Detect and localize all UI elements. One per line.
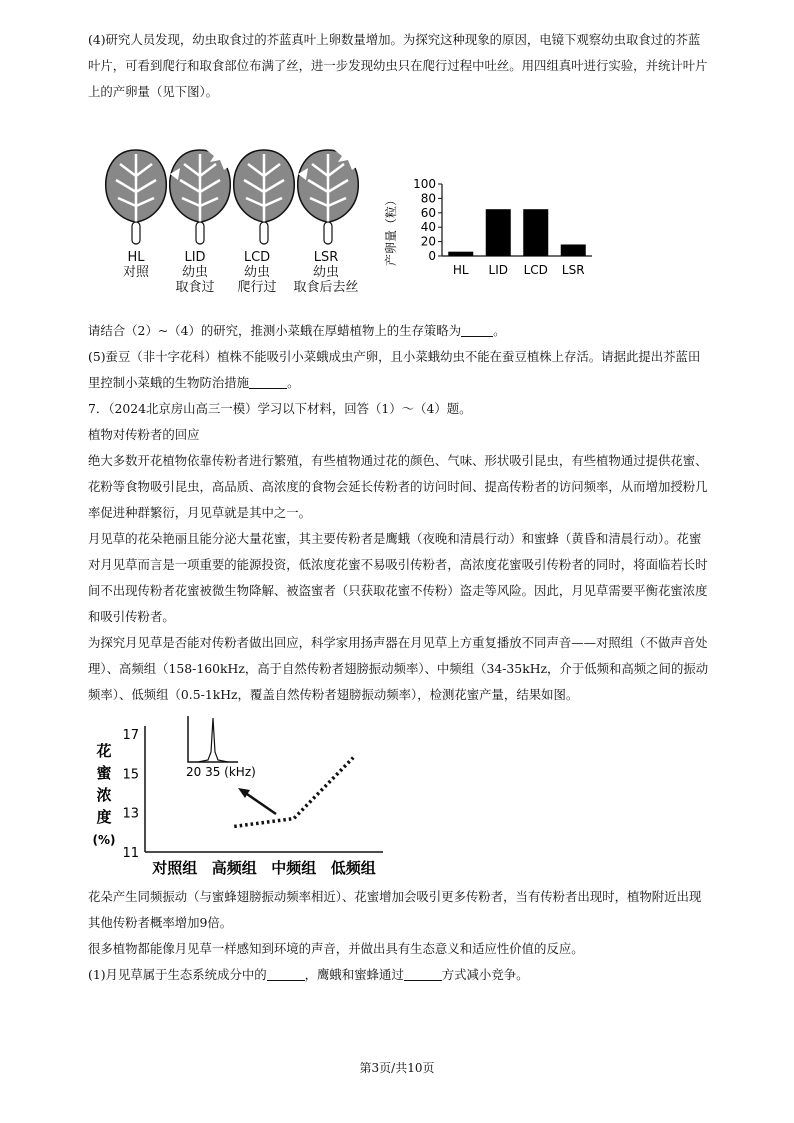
x-tick-label: LCD xyxy=(523,263,548,277)
bar xyxy=(561,244,586,256)
ylabel-char: 花 xyxy=(96,742,112,760)
ylabel-char: 浓 xyxy=(96,786,112,804)
x-tick-label: HL xyxy=(452,263,469,277)
passage-para-1: 绝大多数开花植物依靠传粉者进行繁殖，有些植物通过花的颜色、气味、形状吸引昆虫，有些植物通过提供花蜜、花粉等食物吸引昆虫，高品质、高浓度的食物会延长传粉者的访问时间、提高传粉者的访问频率，从而增加授粉几率促进种群繁衍，月见草就是其中之一。 xyxy=(88,453,708,520)
bar xyxy=(448,252,473,256)
y-tick-label: 40 xyxy=(420,220,436,235)
ylabel-char: 蜜 xyxy=(96,764,112,782)
leaf-desc: 爬行过 xyxy=(237,280,277,295)
passage-para-3: 为探究月见草是否能对传粉者做出回应，科学家用扬声器在月见草上方重复播放不同声音——对照组（不做声音处理）、高频组（158-160kHz，高于自然传粉者翅膀振动频率）、中频组（34-35kHz，介于低频和高频之间的振动频率）、低频组（0.5-1kHz，覆盖自然传粉者翅膀振动频率），检测花蜜产量，结果如图。 xyxy=(88,635,709,702)
bar-chart-ylabel: 产卵量（粒） xyxy=(384,193,398,267)
y-tick-label: 80 xyxy=(420,191,436,206)
x-tick-label: 中频组 xyxy=(271,859,317,877)
q7-header: 7．（2024北京房山高三一模）学习以下材料，回答（1）～（4）题。 xyxy=(88,401,472,416)
passage-title: 植物对传粉者的回应 xyxy=(88,427,200,442)
y-tick-label: 15 xyxy=(122,767,139,783)
leaf-desc: 取食后去丝 xyxy=(293,280,359,295)
q5-text: (5)蚕豆（非十字花科）植株不能吸引小菜蛾成虫产卵，且小菜蛾幼虫不能在蚕豆植株上存活。请据此提出芥蓝田里控制小菜蛾的生物防治措施 xyxy=(88,349,701,390)
leaf-desc: 取食过 xyxy=(175,280,215,295)
answer-blank[interactable] xyxy=(249,374,287,389)
y-tick-label: 11 xyxy=(122,846,139,861)
leaf-lid-icon xyxy=(170,148,232,244)
leaf-code: HL xyxy=(127,250,145,265)
q7-1-text-a: (1)月见草属于生态系统成分中的 xyxy=(88,967,267,982)
strategy-question-text: 请结合（2）~（4）的研究，推测小菜蛾在厚蜡植物上的生存策略为 xyxy=(88,323,462,338)
leaf-desc: 幼虫 xyxy=(181,265,208,280)
leaf-code: LCD xyxy=(243,250,271,265)
y-tick-label: 20 xyxy=(420,234,436,249)
leaf-lcd-icon xyxy=(234,150,295,244)
passage-para-2: 月见草的花朵艳丽且能分泌大量花蜜，其主要传粉者是鹰蛾（夜晚和清晨行动）和蜜蜂（黄昏和清晨行动）。花蜜对月见草而言是一项重要的能源投资，低浓度花蜜不易吸引传粉者，高浓度花蜜吸引传粉者的同时，将面临若长时间不出现传粉者花蜜被微生物降解、被盗蜜者（只获取花蜜不传粉）盗走等风险。因此，月见草需要平衡花蜜浓度和吸引传粉者。 xyxy=(88,531,708,624)
strategy-question xyxy=(88,318,710,344)
leaf-desc: 幼虫 xyxy=(312,265,339,280)
leaf-lsr-icon xyxy=(298,148,360,244)
leaf-code: LSR xyxy=(313,250,339,265)
leaf-hl-icon xyxy=(106,150,167,244)
leaf-desc: 对照 xyxy=(122,265,149,280)
answer-blank[interactable] xyxy=(404,966,442,981)
passage-para-4: 花朵产生同频振动（与蜜蜂翅膀振动频率相近）、花蜜增加会吸引更多传粉者，当有传粉者出现时，植物附近出现其他传粉者概率增加9倍。 xyxy=(88,889,702,930)
y-tick-label: 13 xyxy=(122,806,139,822)
y-tick-label: 60 xyxy=(420,205,436,220)
leaf-labels xyxy=(100,250,375,310)
leaf-code: LID xyxy=(184,250,206,265)
x-tick-label: LSR xyxy=(561,263,585,277)
spectrum-inset xyxy=(186,716,276,814)
bar xyxy=(523,209,548,256)
y-tick-label: 17 xyxy=(122,728,139,743)
y-tick-label: 0 xyxy=(428,249,436,263)
q7-1-text-b: ，鹰蛾和蜜蜂通过 xyxy=(304,967,404,982)
line-chart-axes xyxy=(122,726,383,877)
q5-paragraph xyxy=(88,344,710,396)
q4-paragraph: (4)研究人员发现，幼虫取食过的芥蓝真叶上卵数量增加。为探究这种现象的原因，电镜下观察幼虫取食过的芥蓝叶片，可看到爬行和取食部位布满了丝，进一步发现幼虫只在爬行过程中吐丝。用四组真叶进行实验，并统计叶片上的产卵量（见下图）。 xyxy=(88,32,708,99)
arrow-icon xyxy=(238,788,250,798)
line-chart-ylabel xyxy=(93,742,116,847)
ylabel-unit: (%) xyxy=(92,833,116,847)
x-tick-label: LID xyxy=(488,263,508,277)
x-tick-label: 高频组 xyxy=(211,859,257,877)
q7-1-text-c: 方式减小竞争。 xyxy=(441,967,529,982)
inset-ticks: 20 35 (kHz) xyxy=(186,765,256,779)
bar xyxy=(486,209,511,256)
bar-chart-bars xyxy=(448,209,586,277)
answer-blank[interactable] xyxy=(267,966,305,981)
x-tick-label: 低频组 xyxy=(330,859,376,877)
ylabel-char: 度 xyxy=(96,808,112,826)
strategy-question-end: 。 xyxy=(493,323,506,338)
y-tick-label: 100 xyxy=(413,177,436,191)
x-tick-label: 对照组 xyxy=(152,859,198,877)
nectar-concentration-chart xyxy=(88,708,388,878)
leaf-desc: 幼虫 xyxy=(243,265,270,280)
passage-para-5: 很多植物都能像月见草一样感知到环境的声音，并做出具有生态意义和适应性价值的反应。 xyxy=(88,941,584,956)
q5-end: 。 xyxy=(287,375,300,390)
egg-count-bar-chart xyxy=(380,170,610,285)
q7-1-question xyxy=(88,962,710,988)
page-footer: 第3页/共10页 xyxy=(359,1061,435,1075)
answer-blank[interactable] xyxy=(461,322,493,337)
